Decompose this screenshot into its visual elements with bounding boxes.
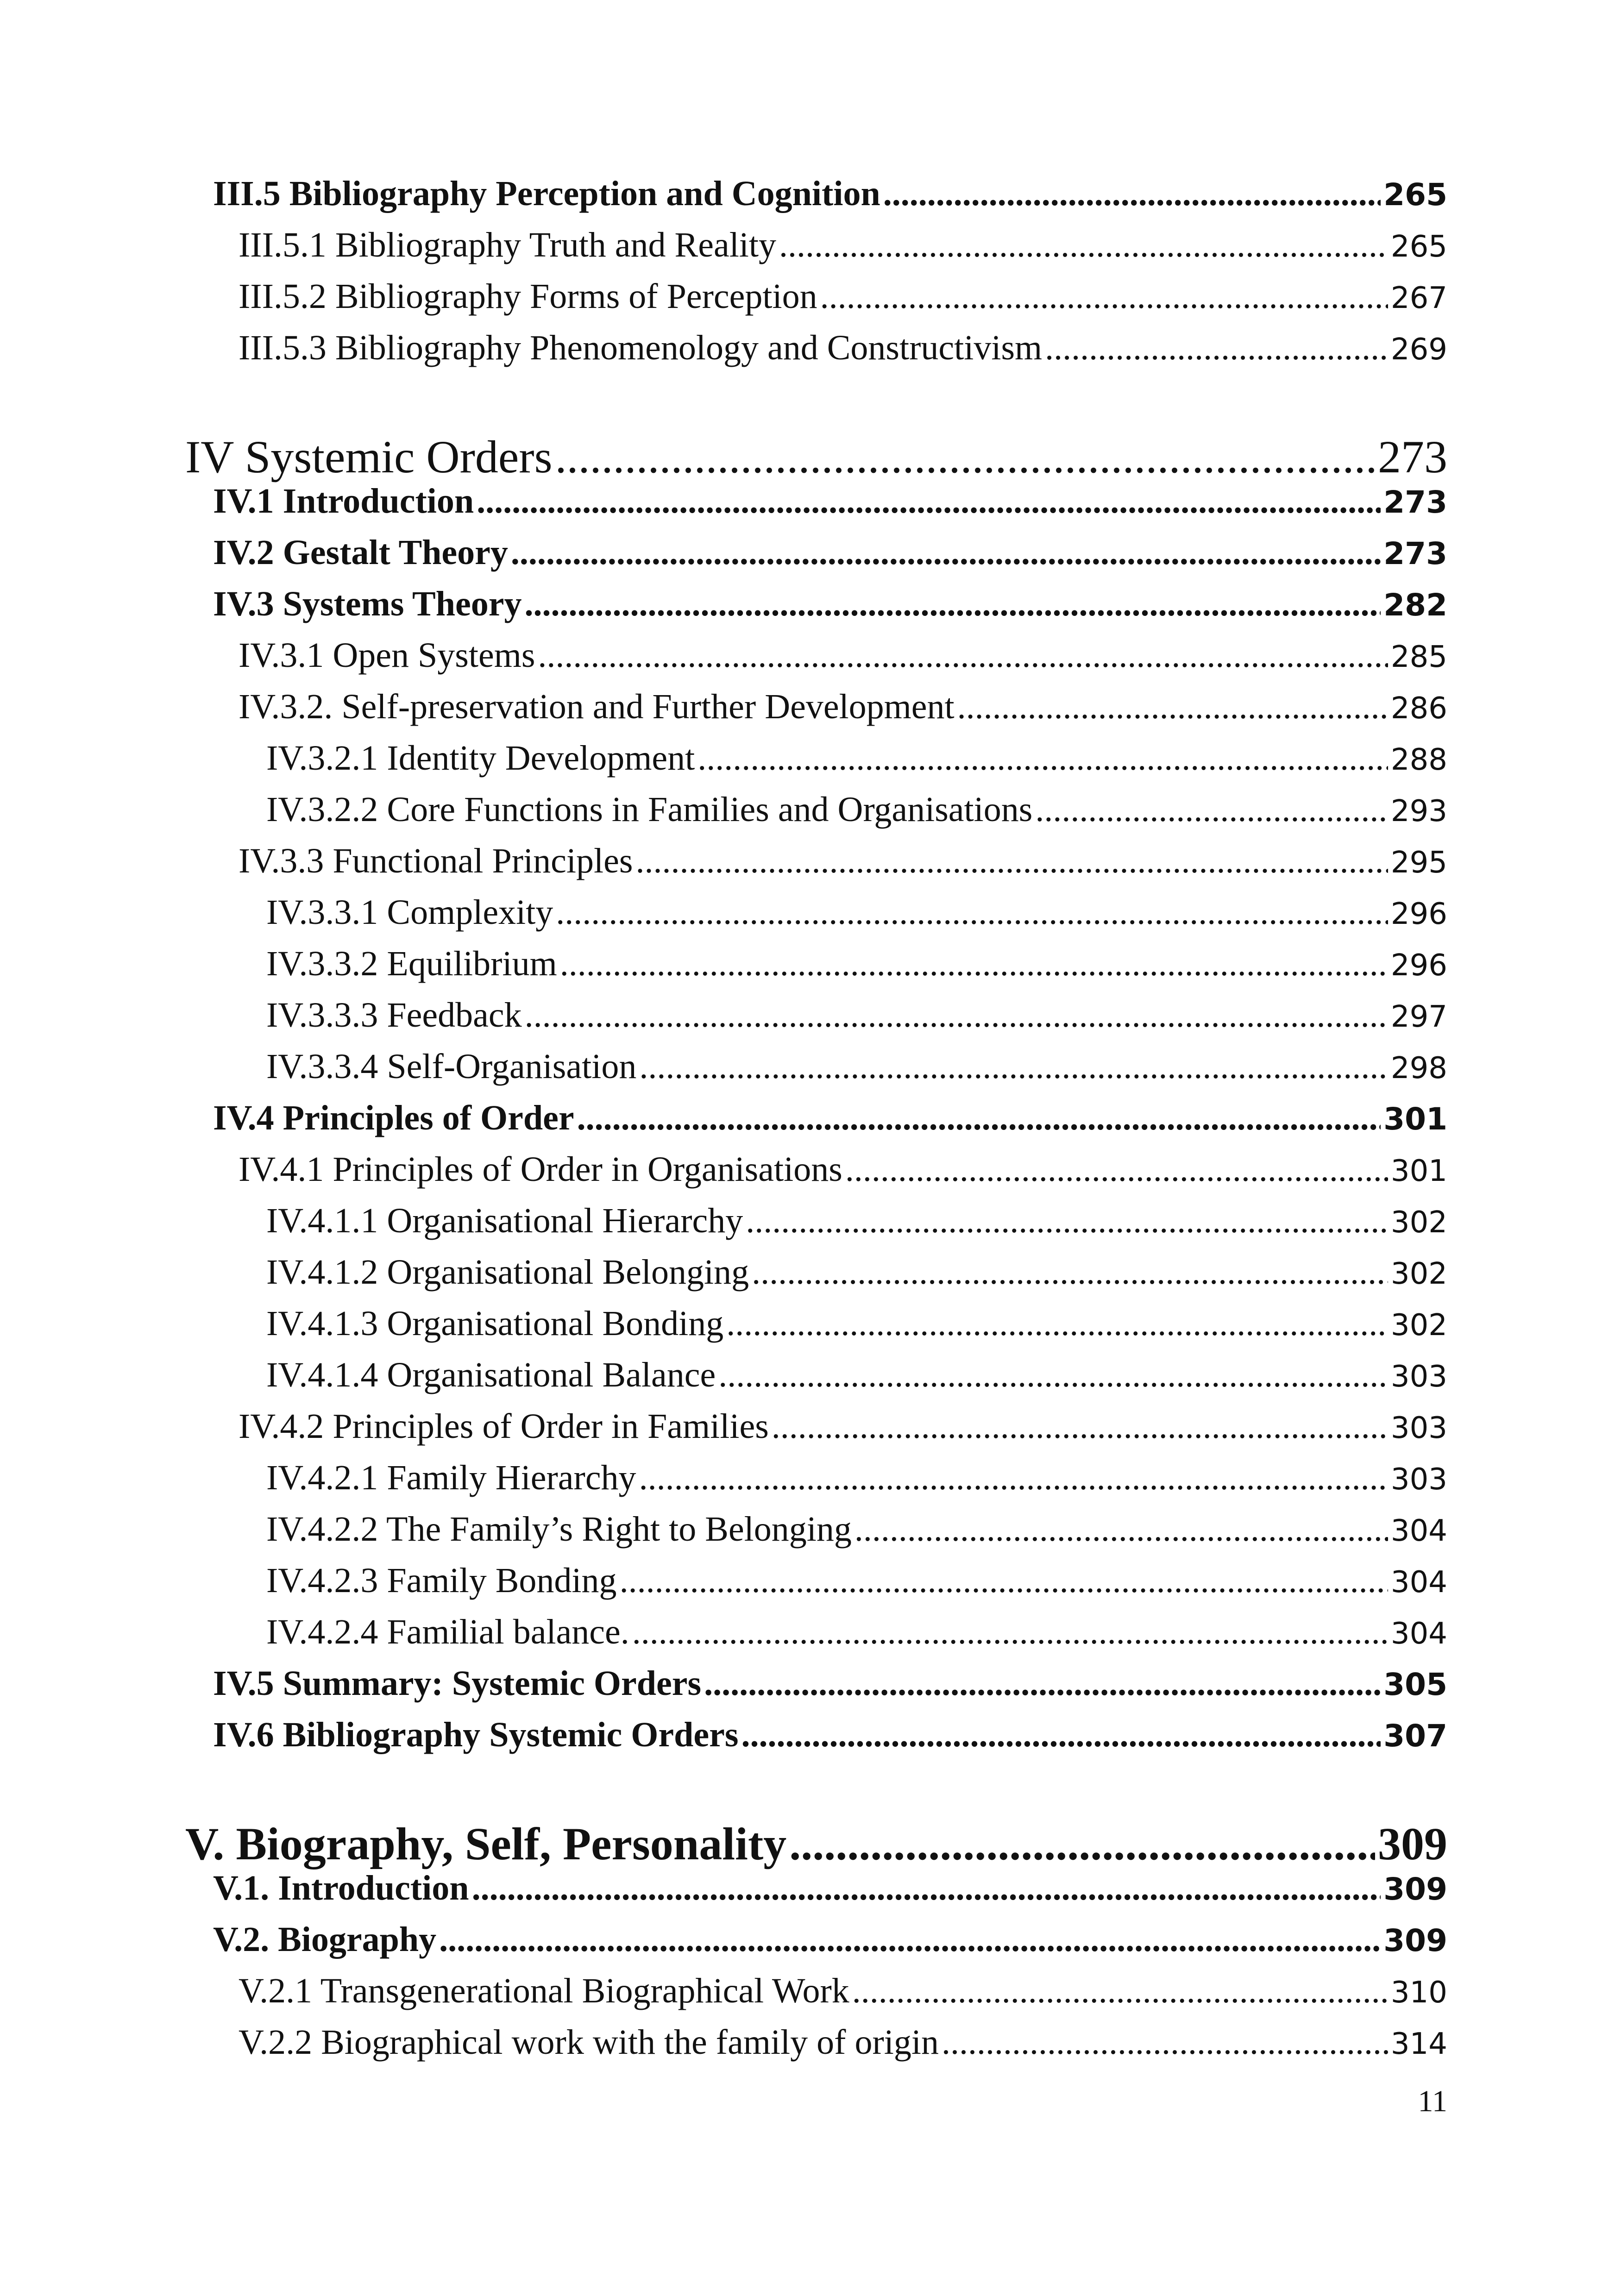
toc-entry-title: IV.4.2.4 Familial balance. [266,1612,629,1651]
toc-entry[interactable] [185,2022,1447,2074]
toc-entry-page: 286 [1390,691,1447,726]
toc-entry-page: 303 [1390,1411,1447,1445]
chapter-spacer [185,379,1447,430]
dot-leader [511,533,1381,573]
toc-entry-title: IV.5 Summary: Systemic Orders [213,1664,702,1703]
toc-entry[interactable] [185,1304,1447,1355]
toc-entry[interactable] [185,1458,1447,1509]
toc-entry-title: III.5 Bibliography Perception and Cognition [213,174,880,213]
toc-entry-page: 265 [1390,230,1447,264]
toc-entry[interactable] [185,1252,1447,1304]
dot-leader [639,1047,1388,1087]
toc-entry-page: 273 [1378,431,1447,483]
toc-entry-page: 302 [1390,1308,1447,1342]
toc-entry-title: III.5.2 Bibliography Forms of Perception [239,277,817,316]
toc-entry-page: 310 [1390,1976,1447,2010]
dot-leader [820,276,1388,317]
toc-entry[interactable] [185,841,1447,892]
toc-entry-title: IV.1 Introduction [213,482,474,521]
dot-leader [854,1509,1388,1549]
dot-leader [1035,790,1388,830]
toc-entry[interactable] [185,1868,1447,1920]
toc-entry[interactable] [185,635,1447,687]
toc-entry-title: V. Biography, Self, Personality [185,1818,787,1869]
toc-entry-title: V.2. Biography [213,1920,437,1959]
toc-entry-page: 303 [1390,1360,1447,1394]
toc-entry-title: IV.3.3.3 Feedback [266,996,522,1035]
dot-leader [635,841,1388,881]
toc-entry-page: 288 [1390,743,1447,777]
toc-entry-title: IV.4.1 Principles of Order in Organisations [239,1150,842,1189]
dot-leader [726,1304,1388,1344]
toc-entry-page: 265 [1383,177,1447,213]
toc-entry-page: 302 [1390,1205,1447,1240]
toc-entry-title: IV.4.1.2 Organisational Belonging [266,1253,749,1292]
toc-entry[interactable] [185,481,1447,533]
toc-entry-title: IV.3.1 Open Systems [239,636,535,675]
dot-leader [577,1098,1381,1138]
dot-leader [555,430,1375,483]
toc-entry-page: 293 [1390,794,1447,828]
toc-entry[interactable] [185,1149,1447,1201]
toc-entry[interactable] [185,892,1447,944]
toc-entry-title: V.2.1 Transgenerational Biographical Work [239,1971,849,2010]
toc-entry[interactable] [185,995,1447,1047]
toc-entry-title: IV.3.3.4 Self-Organisation [266,1047,637,1086]
toc-entry-title: IV.4.1.4 Organisational Balance [266,1355,716,1394]
toc-entry-page: 304 [1390,1617,1447,1651]
toc-entry-page: 296 [1390,948,1447,983]
toc-entry-title: IV.3.2.2 Core Functions in Families and Organisations [266,790,1033,829]
toc-entry-page: 309 [1383,1923,1447,1958]
toc-entry[interactable] [185,687,1447,738]
dot-leader [1045,328,1388,368]
dot-leader [789,1817,1375,1870]
dot-leader [752,1252,1388,1292]
toc-entry-page: 304 [1390,1514,1447,1548]
dot-leader [779,225,1388,265]
dot-leader [697,738,1388,778]
toc-entry-page: 296 [1390,897,1447,931]
toc-entry-page: 269 [1390,332,1447,367]
dot-leader [883,174,1381,214]
toc-entry[interactable] [185,1920,1447,1971]
toc-entry-page: 305 [1383,1667,1447,1702]
dot-leader [477,481,1381,521]
toc-entry-title: IV.4.1.3 Organisational Bonding [266,1304,724,1343]
toc-entry[interactable] [185,1355,1447,1406]
dot-leader [524,584,1381,624]
toc-entry-title: IV.4.2.3 Family Bonding [266,1561,617,1600]
toc-entry-page: 297 [1390,1000,1447,1034]
dot-leader [942,2022,1388,2063]
toc-entry[interactable] [185,276,1447,328]
toc-entry-page: 273 [1383,536,1447,571]
dot-leader [538,635,1388,676]
toc-entry-page: 267 [1390,281,1447,315]
toc-entry-page: 309 [1378,1818,1447,1869]
toc-entry[interactable] [185,225,1447,276]
toc-entry-title: IV.2 Gestalt Theory [213,533,508,572]
dot-leader [718,1355,1388,1395]
toc-entry[interactable] [185,1406,1447,1458]
toc-entry-title: V.2.2 Biographical work with the family of origin [239,2023,939,2062]
toc-entry-title: IV.3 Systems Theory [213,584,522,623]
toc-entry[interactable] [185,1047,1447,1098]
toc-entry-page: 301 [1390,1154,1447,1188]
toc-entry-title: IV.4.2.1 Family Hierarchy [266,1458,636,1497]
toc-entry-page: 282 [1383,587,1447,623]
dot-leader [639,1458,1388,1498]
toc-entry[interactable] [185,584,1447,635]
toc-entry[interactable] [185,738,1447,790]
toc-entry[interactable] [185,1509,1447,1561]
toc-entry-title: IV.6 Bibliography Systemic Orders [213,1715,739,1754]
toc-entry-page: 309 [1383,1871,1447,1907]
toc-entry-page: 301 [1383,1101,1447,1137]
toc-entry-page: 304 [1390,1565,1447,1600]
toc-entry[interactable] [185,174,1447,225]
dot-leader [560,944,1388,984]
dot-leader [957,687,1388,727]
toc-entry-title: III.5.1 Bibliography Truth and Reality [239,226,777,264]
table-of-contents [185,174,1447,2074]
toc-entry-page: 273 [1383,484,1447,520]
toc-entry[interactable] [185,1201,1447,1252]
toc-entry[interactable] [185,328,1447,379]
toc-entry[interactable] [185,1663,1447,1715]
toc-entry-title: III.5.3 Bibliography Phenomenology and Constructivism [239,328,1043,367]
toc-entry-page: 298 [1390,1051,1447,1085]
toc-entry-title: IV.4.2.2 The Family’s Right to Belonging [266,1510,852,1549]
dot-leader [852,1971,1388,2011]
toc-entry-page: 303 [1390,1462,1447,1497]
dot-leader [845,1149,1388,1190]
toc-entry-title: IV.3.3.2 Equilibrium [266,944,557,983]
toc-entry-title: IV.3.2. Self-preservation and Further Development [239,687,955,726]
dot-leader [741,1715,1381,1755]
dot-leader [772,1406,1388,1447]
dot-leader [704,1663,1381,1704]
toc-entry-title: IV.4.1.1 Organisational Hierarchy [266,1201,743,1240]
toc-entry[interactable] [185,533,1447,584]
dot-leader [525,995,1388,1035]
toc-entry-title: IV.3.3 Functional Principles [239,841,633,880]
toc-entry-title: IV Systemic Orders [185,431,553,483]
chapter-spacer [185,1766,1447,1817]
toc-entry[interactable] [185,1561,1447,1612]
toc-entry[interactable] [185,1612,1447,1663]
toc-entry-page: 302 [1390,1257,1447,1291]
toc-entry-title: IV.4.2 Principles of Order in Families [239,1407,769,1446]
toc-entry-title: IV.4 Principles of Order [213,1098,574,1137]
toc-entry-title: IV.3.2.1 Identity Development [266,739,695,778]
dot-leader [472,1868,1381,1908]
toc-chapter-entry[interactable] [185,1817,1447,1868]
dot-leader [439,1920,1381,1960]
toc-chapter-entry[interactable] [185,430,1447,481]
toc-entry[interactable] [185,944,1447,995]
dot-leader [746,1201,1388,1241]
page-number: 11 [1418,2084,1447,2118]
toc-entry[interactable] [185,1098,1447,1149]
toc-entry[interactable] [185,790,1447,841]
toc-entry-title: V.1. Introduction [213,1869,469,1907]
dot-leader [556,892,1388,933]
toc-entry-page: 307 [1383,1718,1447,1754]
toc-entry-title: IV.3.3.1 Complexity [266,893,553,932]
dot-leader [620,1561,1388,1601]
toc-entry-page: 295 [1390,846,1447,880]
toc-entry-page: 314 [1390,2027,1447,2061]
dot-leader [632,1612,1388,1652]
toc-entry-page: 285 [1390,640,1447,674]
toc-entry[interactable] [185,1971,1447,2022]
toc-entry[interactable] [185,1715,1447,1766]
